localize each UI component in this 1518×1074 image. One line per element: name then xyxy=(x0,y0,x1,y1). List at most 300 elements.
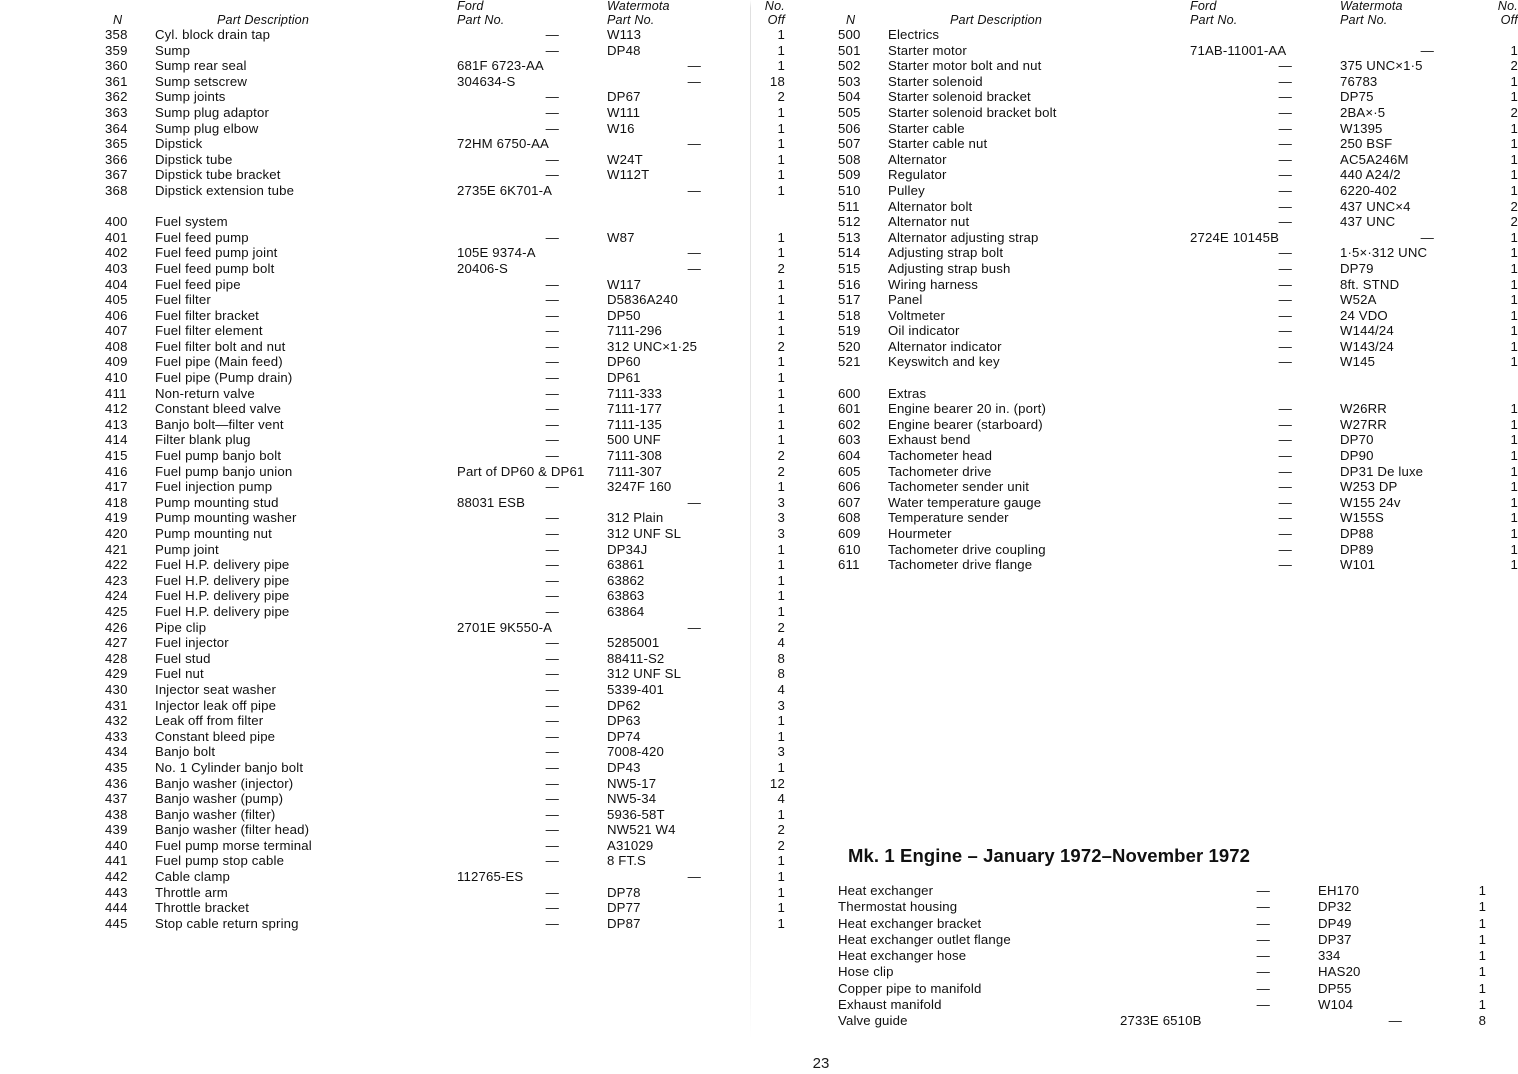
cell-part-description: Sump xyxy=(155,42,191,58)
cell-no-off: 1 xyxy=(1510,89,1518,105)
cell-watermota-part-no: AC5A246M xyxy=(1340,151,1409,167)
cell-item-number: 403 xyxy=(105,260,128,276)
cell-ford-part-no: — xyxy=(1278,136,1292,152)
cell-part-description: Exhaust bend xyxy=(888,432,971,448)
cell-watermota-part-no: 437 UNC xyxy=(1340,214,1396,230)
cell-item-number: 437 xyxy=(105,791,128,807)
table-row xyxy=(838,964,1486,980)
cell-part-description: Alternator bolt xyxy=(888,198,973,214)
cell-no-off: 1 xyxy=(777,229,785,245)
cell-item-number: 404 xyxy=(105,276,128,292)
cell-watermota-part-no xyxy=(1340,27,1482,43)
cell-part-description: Copper pipe to manifold xyxy=(838,980,982,996)
cell-watermota-part-no: W111 xyxy=(607,104,641,120)
cell-part-description: Fuel injection pump xyxy=(155,479,273,495)
cell-ford-part-no: — xyxy=(1278,276,1292,292)
cell-ford-part-no: — xyxy=(1278,58,1292,74)
cell-item-number: 367 xyxy=(105,167,128,183)
cell-part-description: Extras xyxy=(888,385,927,401)
cell-ford-part-no: — xyxy=(545,401,559,417)
cell-watermota-part-no: 7111-308 xyxy=(607,448,662,464)
cell-no-off: 3 xyxy=(777,526,785,541)
cell-ford-part-no: — xyxy=(545,510,559,526)
cell-item-number: 435 xyxy=(105,759,128,775)
cell-ford-part-no: — xyxy=(545,713,559,729)
cell-watermota-part-no: — xyxy=(687,136,701,152)
table-row xyxy=(105,432,785,448)
cell-part-description: Fuel H.P. delivery pipe xyxy=(155,572,290,588)
table-row xyxy=(105,635,785,651)
cell-part-description: Fuel H.P. delivery pipe xyxy=(155,603,290,619)
mk1-engine-section xyxy=(838,845,1486,1030)
table-row xyxy=(838,526,1518,542)
cell-ford-part-no: — xyxy=(545,806,559,822)
cell-no-off: 3 xyxy=(777,510,785,526)
cell-no-off: 1 xyxy=(777,58,785,74)
cell-ford-part-no: — xyxy=(1256,948,1270,964)
cell-watermota-part-no: DP63 xyxy=(607,713,641,729)
header-watermota-line1: Watermota xyxy=(607,0,670,13)
cell-ford-part-no: — xyxy=(1256,915,1270,931)
cell-part-description: Temperature sender xyxy=(888,510,1009,526)
header-part-description: Part Description xyxy=(950,12,1042,27)
cell-item-number: 423 xyxy=(105,572,128,588)
cell-ford-part-no: — xyxy=(1278,494,1292,510)
cell-item-number: 519 xyxy=(838,323,861,339)
cell-part-description: Regulator xyxy=(888,167,947,183)
cell-ford-part-no: — xyxy=(545,603,559,619)
cell-part-description: Filter blank plug xyxy=(155,432,251,448)
table-row xyxy=(838,152,1518,168)
cell-watermota-part-no: DP89 xyxy=(1340,541,1374,557)
cell-no-off: 3 xyxy=(777,744,785,760)
cell-part-description: Fuel filter bolt and nut xyxy=(155,338,286,354)
cell-part-description: Tachometer drive xyxy=(888,463,992,479)
cell-watermota-part-no: 312 UNC×1·25 xyxy=(607,338,698,354)
cell-part-description: Hose clip xyxy=(838,964,894,980)
cell-item-number: 436 xyxy=(105,775,128,791)
cell-no-off: 2 xyxy=(777,822,785,838)
cell-ford-part-no: — xyxy=(1256,997,1270,1013)
cell-watermota-part-no: 5339-401 xyxy=(607,681,664,697)
cell-no-off: 1 xyxy=(1510,136,1518,152)
cell-watermota-part-no: W52A xyxy=(1340,292,1377,308)
table-row xyxy=(105,417,785,433)
table-row xyxy=(838,261,1518,277)
cell-ford-part-no: — xyxy=(1278,245,1292,261)
cell-ford-part-no: — xyxy=(545,744,559,760)
cell-item-number: 517 xyxy=(838,292,861,308)
table-row xyxy=(838,542,1518,558)
cell-watermota-part-no: DP87 xyxy=(607,915,641,931)
cell-watermota-part-no: — xyxy=(687,58,701,74)
cell-part-description: Engine bearer 20 in. (port) xyxy=(888,401,1046,417)
cell-part-description: Dipstick extension tube xyxy=(155,182,295,198)
table-row xyxy=(838,916,1486,932)
cell-watermota-part-no: 5936-58T xyxy=(607,806,665,822)
cell-watermota-part-no: DP34J xyxy=(607,541,648,557)
cell-ford-part-no: — xyxy=(545,479,559,495)
cell-part-description: Fuel feed pump xyxy=(155,229,249,245)
cell-watermota-part-no: W155 24v xyxy=(1340,494,1401,510)
cell-item-number: 365 xyxy=(105,136,128,152)
cell-no-off: 8 xyxy=(1478,1013,1486,1029)
cell-part-description: Voltmeter xyxy=(888,307,946,323)
cell-ford-part-no: — xyxy=(1278,541,1292,557)
cell-watermota-part-no: W24T xyxy=(607,151,643,167)
cell-ford-part-no: — xyxy=(545,635,559,651)
cell-ford-part-no: 2733E 6510B xyxy=(1120,1013,1202,1029)
cell-ford-part-no: — xyxy=(1278,182,1292,198)
cell-watermota-part-no: W1395 xyxy=(1340,120,1383,136)
cell-watermota-part-no: W155S xyxy=(1340,510,1384,526)
cell-watermota-part-no: DP77 xyxy=(607,900,641,916)
cell-watermota-part-no: 6220-402 xyxy=(1340,182,1397,198)
table-row xyxy=(105,682,785,698)
cell-item-number: 427 xyxy=(105,635,128,651)
header-ford-part-no xyxy=(457,0,607,27)
cell-item-number: 511 xyxy=(838,198,860,214)
cell-ford-part-no: — xyxy=(545,27,559,42)
cell-no-off: 3 xyxy=(777,494,785,510)
cell-ford-part-no: — xyxy=(1278,354,1292,370)
table-row xyxy=(838,495,1518,511)
cell-no-off: 1 xyxy=(777,370,785,386)
cell-no-off: 1 xyxy=(777,323,785,339)
cell-part-description: Cable clamp xyxy=(155,869,230,885)
header-no-line1: No. xyxy=(764,0,785,13)
right-table-body xyxy=(838,27,1518,573)
table-row xyxy=(838,354,1518,370)
cell-part-description: Banjo washer (injector) xyxy=(155,775,294,791)
cell-item-number: 518 xyxy=(838,307,861,323)
table-row xyxy=(105,121,785,137)
table-row-spacer xyxy=(105,199,785,215)
cell-watermota-part-no: NW5-34 xyxy=(607,791,657,807)
cell-part-description: Constant bleed pipe xyxy=(155,728,276,744)
cell-no-off: 1 xyxy=(777,307,785,323)
table-row xyxy=(838,43,1518,59)
cell-ford-part-no: — xyxy=(545,775,559,791)
cell-no-off: 1 xyxy=(1510,494,1518,510)
cell-watermota-part-no: DP43 xyxy=(607,759,641,775)
cell-watermota-part-no: W112T xyxy=(607,167,650,183)
table-row xyxy=(105,261,785,277)
cell-watermota-part-no: DP49 xyxy=(1318,915,1352,931)
cell-part-description: Injector leak off pipe xyxy=(155,697,277,713)
cell-watermota-part-no: DP70 xyxy=(1340,432,1374,448)
table-row xyxy=(105,588,785,604)
cell-no-off: 1 xyxy=(777,588,785,604)
cell-watermota-part-no: — xyxy=(687,182,701,198)
header-no-off xyxy=(1482,0,1518,27)
table-row xyxy=(105,183,785,199)
table-row xyxy=(105,89,785,105)
cell-ford-part-no: 2724E 10145B xyxy=(1190,229,1280,245)
cell-no-off: 1 xyxy=(1510,245,1518,261)
table-row xyxy=(838,105,1518,121)
cell-watermota-part-no: 8 FT.S xyxy=(607,853,647,869)
header-watermota-line2: Part No. xyxy=(1340,12,1388,27)
cell-part-description: Fuel injector xyxy=(155,635,229,651)
cell-ford-part-no: — xyxy=(1278,432,1292,448)
cell-watermota-part-no: 63862 xyxy=(607,572,645,588)
cell-item-number: 406 xyxy=(105,307,128,323)
cell-no-off: 4 xyxy=(777,791,785,807)
cell-item-number: 414 xyxy=(105,432,128,448)
cell-part-description: Fuel pipe (Pump drain) xyxy=(155,370,293,386)
cell-no-off: 1 xyxy=(1510,432,1518,448)
cell-part-description: Dipstick xyxy=(155,136,203,152)
cell-no-off: 1 xyxy=(1510,120,1518,136)
cell-part-description: Pump mounting stud xyxy=(155,494,279,510)
header-part-description: Part Description xyxy=(217,12,309,27)
cell-no-off: 1 xyxy=(1510,292,1518,308)
cell-item-number: 361 xyxy=(105,73,128,89)
cell-item-number: 358 xyxy=(105,27,128,42)
cell-part-description: Fuel H.P. delivery pipe xyxy=(155,588,290,604)
cell-part-description: Fuel pipe (Main feed) xyxy=(155,354,283,370)
cell-no-off: 4 xyxy=(777,635,785,651)
cell-item-number: 500 xyxy=(838,27,861,42)
cell-ford-part-no: — xyxy=(545,728,559,744)
cell-item-number: 360 xyxy=(105,58,128,74)
table-row xyxy=(838,997,1486,1013)
cell-ford-part-no: — xyxy=(545,759,559,775)
cell-ford-part-no: — xyxy=(545,42,559,58)
table-row xyxy=(105,729,785,745)
cell-part-description: Pump mounting nut xyxy=(155,526,272,541)
cell-part-description: Leak off from filter xyxy=(155,713,264,729)
table-row xyxy=(838,167,1518,183)
table-row xyxy=(105,323,785,339)
cell-item-number: 503 xyxy=(838,73,861,89)
cell-ford-part-no: — xyxy=(545,307,559,323)
cell-no-off: 1 xyxy=(777,541,785,557)
cell-item-number: 601 xyxy=(838,401,861,417)
table-row xyxy=(105,885,785,901)
cell-no-off: 1 xyxy=(1510,151,1518,167)
cell-no-off: 1 xyxy=(1510,541,1518,557)
cell-ford-part-no: — xyxy=(545,448,559,464)
table-row xyxy=(105,900,785,916)
cell-no-off: 1 xyxy=(777,915,785,931)
cell-ford-part-no: — xyxy=(545,541,559,557)
cell-watermota-part-no: 334 xyxy=(1318,948,1341,964)
cell-item-number: 442 xyxy=(105,869,128,885)
cell-no-off: 1 xyxy=(777,151,785,167)
table-row xyxy=(105,791,785,807)
cell-part-description: Banjo washer (filter head) xyxy=(155,822,310,838)
table-row xyxy=(838,183,1518,199)
cell-watermota-part-no: — xyxy=(687,73,701,89)
table-row xyxy=(105,713,785,729)
cell-item-number: 603 xyxy=(838,432,861,448)
cell-ford-part-no: — xyxy=(1278,73,1292,89)
cell-no-off: 1 xyxy=(1478,915,1486,931)
cell-ford-part-no xyxy=(1190,27,1340,43)
cell-no-off: 1 xyxy=(777,869,785,885)
cell-item-number: 439 xyxy=(105,822,128,838)
cell-no-off: 2 xyxy=(1510,58,1518,74)
table-row xyxy=(105,495,785,511)
cell-watermota-part-no: EH170 xyxy=(1318,883,1360,898)
table-row xyxy=(105,277,785,293)
table-row-section-heading xyxy=(838,27,1518,43)
cell-part-description: Alternator xyxy=(888,151,947,167)
table-row xyxy=(105,573,785,589)
cell-no-off: 1 xyxy=(1510,182,1518,198)
table-row xyxy=(105,744,785,760)
cell-no-off: 2 xyxy=(777,89,785,105)
cell-item-number: 420 xyxy=(105,526,128,541)
cell-watermota-part-no: — xyxy=(687,260,701,276)
table-row xyxy=(838,557,1518,573)
cell-watermota-part-no: NW5-17 xyxy=(607,775,657,791)
table-row xyxy=(105,698,785,714)
cell-ford-part-no: 2701E 9K550-A xyxy=(457,619,553,635)
cell-item-number: 445 xyxy=(105,915,128,931)
header-no-off xyxy=(749,0,785,27)
cell-no-off: 1 xyxy=(1478,964,1486,980)
table-row xyxy=(838,292,1518,308)
cell-watermota-part-no: 5285001 xyxy=(607,635,660,651)
cell-item-number: 411 xyxy=(105,385,127,401)
table-row xyxy=(105,58,785,74)
cell-ford-part-no: — xyxy=(1278,479,1292,495)
table-row xyxy=(838,339,1518,355)
cell-watermota-part-no: W253 DP xyxy=(1340,479,1398,495)
cell-item-number: 508 xyxy=(838,151,861,167)
cell-no-off: 1 xyxy=(777,884,785,900)
cell-no-off: 2 xyxy=(777,338,785,354)
cell-part-description: Pump mounting washer xyxy=(155,510,297,526)
table-row xyxy=(105,386,785,402)
cell-item-number: 440 xyxy=(105,837,128,853)
table-row xyxy=(838,136,1518,152)
cell-item-number: 444 xyxy=(105,900,128,916)
cell-no-off: 8 xyxy=(777,666,785,682)
table-row xyxy=(105,136,785,152)
cell-part-description: Fuel pump banjo union xyxy=(155,463,293,479)
cell-ford-part-no: 304634-S xyxy=(457,73,516,89)
cell-part-description: Banjo bolt—filter vent xyxy=(155,416,284,432)
table-row xyxy=(105,526,785,542)
cell-part-description: Pipe clip xyxy=(155,619,207,635)
cell-part-description: Constant bleed valve xyxy=(155,401,282,417)
cell-no-off: 1 xyxy=(1478,948,1486,964)
cell-ford-part-no: — xyxy=(545,588,559,604)
cell-watermota-part-no: DP79 xyxy=(1340,260,1374,276)
cell-ford-part-no: — xyxy=(1256,980,1270,996)
cell-item-number: 600 xyxy=(838,385,861,401)
right-parts-column xyxy=(838,0,1518,573)
table-row xyxy=(838,883,1486,899)
cell-ford-part-no: — xyxy=(1278,323,1292,339)
cell-part-description: Oil indicator xyxy=(888,323,960,339)
cell-item-number: 401 xyxy=(105,229,128,245)
cell-watermota-part-no: DP78 xyxy=(607,884,641,900)
header-watermota-part-no xyxy=(1340,0,1482,27)
cell-watermota-part-no: 437 UNC×4 xyxy=(1340,198,1411,214)
table-row xyxy=(105,230,785,246)
cell-no-off: 1 xyxy=(1478,997,1486,1013)
table-row xyxy=(838,464,1518,480)
cell-item-number: 507 xyxy=(838,136,861,152)
cell-part-description: Tachometer head xyxy=(888,448,993,464)
cell-no-off: 1 xyxy=(777,479,785,495)
cell-item-number: 402 xyxy=(105,245,128,261)
table-row xyxy=(838,89,1518,105)
table-row xyxy=(105,105,785,121)
cell-item-number: 432 xyxy=(105,713,128,729)
cell-item-number: 417 xyxy=(105,479,128,495)
cell-part-description: Wiring harness xyxy=(888,276,979,292)
cell-part-description: Fuel pump stop cable xyxy=(155,853,285,869)
cell-part-description: Banjo washer (pump) xyxy=(155,791,284,807)
cell-no-off: 1 xyxy=(1510,401,1518,417)
cell-part-description: Dipstick tube bracket xyxy=(155,167,281,183)
cell-ford-part-no: — xyxy=(545,884,559,900)
table-row xyxy=(105,822,785,838)
table-row xyxy=(838,58,1518,74)
cell-ford-part-no: 20406-S xyxy=(457,260,508,276)
cell-item-number: 606 xyxy=(838,479,861,495)
cell-item-number: 408 xyxy=(105,338,128,354)
left-table-header xyxy=(105,0,785,27)
header-n: N xyxy=(846,12,856,27)
cell-item-number: 515 xyxy=(838,260,861,276)
header-watermota-line1: Watermota xyxy=(1340,0,1403,13)
cell-no-off: 1 xyxy=(1478,899,1486,915)
cell-ford-part-no xyxy=(1190,386,1340,402)
table-row xyxy=(105,838,785,854)
cell-no-off: 1 xyxy=(1510,260,1518,276)
cell-item-number: 604 xyxy=(838,448,861,464)
cell-ford-part-no: — xyxy=(545,837,559,853)
table-row xyxy=(838,230,1518,246)
cell-watermota-part-no: W26RR xyxy=(1340,401,1387,417)
cell-item-number: 510 xyxy=(838,182,861,198)
cell-item-number: 506 xyxy=(838,120,861,136)
cell-no-off: 1 xyxy=(777,27,785,42)
cell-watermota-part-no: 7111-177 xyxy=(607,401,662,417)
cell-no-off: 1 xyxy=(1510,323,1518,339)
cell-ford-part-no: — xyxy=(545,323,559,339)
table-row xyxy=(105,245,785,261)
cell-part-description: Non-return valve xyxy=(155,385,255,401)
cell-part-description: Starter solenoid bracket bolt xyxy=(888,104,1057,120)
cell-part-description: Fuel feed pump bolt xyxy=(155,260,275,276)
cell-ford-part-no: — xyxy=(545,229,559,245)
cell-item-number: 364 xyxy=(105,120,128,136)
cell-watermota-part-no: DP74 xyxy=(607,728,641,744)
table-row xyxy=(105,760,785,776)
cell-item-number: 433 xyxy=(105,728,128,744)
cell-ford-part-no: — xyxy=(545,572,559,588)
cell-item-number: 419 xyxy=(105,510,128,526)
table-row-section-heading xyxy=(105,214,785,230)
cell-part-description: Banjo washer (filter) xyxy=(155,806,276,822)
cell-watermota-part-no: 7111-135 xyxy=(607,416,662,432)
mk1-parts-table xyxy=(838,883,1486,1030)
table-row xyxy=(838,899,1486,915)
table-row xyxy=(105,74,785,90)
table-row xyxy=(838,323,1518,339)
cell-part-description: Heat exchanger bracket xyxy=(838,915,982,931)
cell-no-off: 1 xyxy=(777,557,785,573)
cell-watermota-part-no: DP61 xyxy=(607,370,641,386)
